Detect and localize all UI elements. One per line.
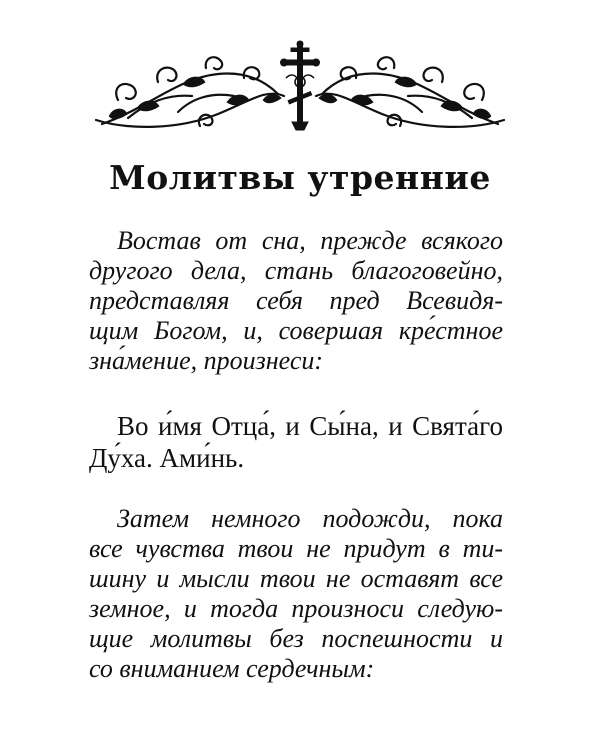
orthodox-cross-icon bbox=[281, 41, 320, 130]
text-line: Во и́мя Отца́, и Сы́на, и Свята́го bbox=[117, 411, 503, 441]
prayer-paragraph bbox=[89, 410, 503, 474]
text-line: все чувства твои не придут в ти- bbox=[89, 534, 503, 563]
text-line: со вниманием сердечным: bbox=[89, 654, 375, 683]
instruction-paragraph-2 bbox=[89, 504, 503, 684]
text-line: Ду́ха. Ами́нь. bbox=[89, 443, 245, 473]
text-line: Затем немного подожди, пока bbox=[117, 504, 503, 533]
text-line: щие молитвы без поспешности и bbox=[89, 624, 503, 653]
text-line: Востав от сна, прежде всякого bbox=[117, 226, 503, 255]
instruction-paragraph-1 bbox=[89, 226, 503, 376]
text-line: земное, и тогда произноси следую- bbox=[89, 594, 503, 623]
text-line: шину и мысли твои не оставят все bbox=[89, 564, 503, 593]
page-title: Молитвы утренние bbox=[109, 158, 491, 197]
text-line: представляя себя пред Всевидя- bbox=[89, 286, 503, 315]
text-line: щим Богом, и, совершая кре́стное bbox=[89, 316, 503, 345]
text-line: другого дела, стань благоговейно, bbox=[89, 256, 503, 285]
text-line: зна́мение, произнеси: bbox=[89, 346, 324, 375]
floral-ornament bbox=[88, 38, 512, 134]
